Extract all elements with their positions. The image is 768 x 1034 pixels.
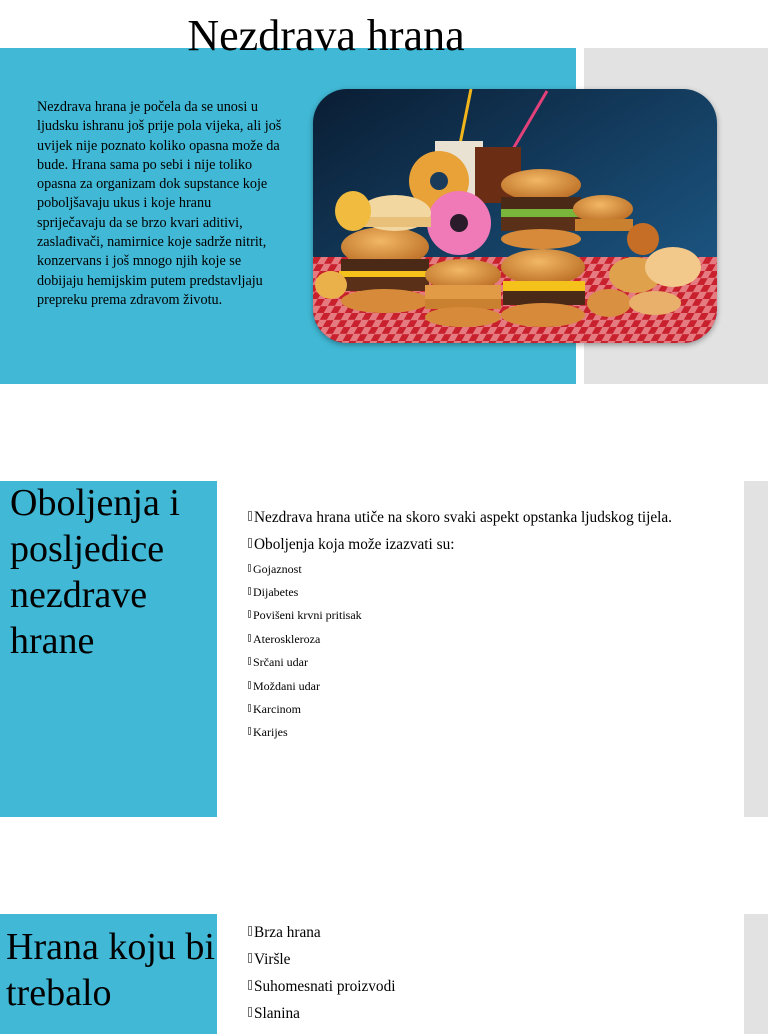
list-item: Oboljenja koja može izazvati su:	[248, 535, 455, 555]
list-item: Karijes	[248, 724, 288, 740]
slide3-title: Hrana koju bi trebalo	[6, 926, 215, 1014]
list-item: Ateroskleroza	[248, 631, 320, 647]
slide2-title: Oboljenja i posljedice nezdrave hrane	[10, 482, 180, 662]
bullet-icon	[248, 953, 252, 963]
bullet-icon	[248, 980, 252, 990]
bullet-icon	[248, 704, 251, 712]
list-item: Moždani udar	[248, 678, 320, 694]
bullet-icon	[248, 634, 251, 642]
list-item: Karcinom	[248, 701, 301, 717]
bullet-icon	[248, 657, 251, 665]
bullet-icon	[248, 1007, 252, 1017]
list-item: Povišeni krvni pritisak	[248, 607, 362, 623]
list-item: Nezdrava hrana utiče na skoro svaki aspekt opstanka ljudskog tijela.	[248, 508, 672, 528]
fast-food-illustration	[313, 89, 717, 343]
slide1-title: Nezdrava hrana	[187, 11, 465, 60]
bullet-icon	[248, 681, 251, 689]
bullet-icon	[248, 587, 251, 595]
list-item: Srčani udar	[248, 654, 308, 670]
bullet-icon	[248, 511, 252, 521]
slide3-gray-panel	[744, 914, 768, 1034]
list-item: Viršle	[248, 950, 290, 970]
list-item: Brza hrana	[248, 923, 321, 943]
slide1-paragraph: Nezdrava hrana je počela da se unosi u ljudsku ishranu još prije pola vijeka, ali još uvijek nije poznato koliko opasna može da bude. Hrana sama po sebi i nije toliko opasna za organizam dok supstance koje poboljšavaju ukus i koje hranu spriječavaju da se brzo kvari aditivi, zaslađivači, namirnice koje sadrže nitrit, konzervans i još mnogo njih koje se dobijaju hemijskim putem predstavljaju prepreku prema zdravom životu.	[37, 99, 282, 308]
fast-food-photo	[313, 89, 717, 343]
list-item: Slanina	[248, 1004, 300, 1024]
list-item: Suhomesnati proizvodi	[248, 977, 395, 997]
bullet-icon	[248, 727, 251, 735]
slide2-gray-panel	[744, 481, 768, 817]
bullet-icon	[248, 610, 251, 618]
list-item: Gojaznost	[248, 561, 302, 577]
bullet-icon	[248, 564, 251, 572]
list-item: Dijabetes	[248, 584, 298, 600]
bullet-icon	[248, 926, 252, 936]
bullet-icon	[248, 538, 252, 548]
